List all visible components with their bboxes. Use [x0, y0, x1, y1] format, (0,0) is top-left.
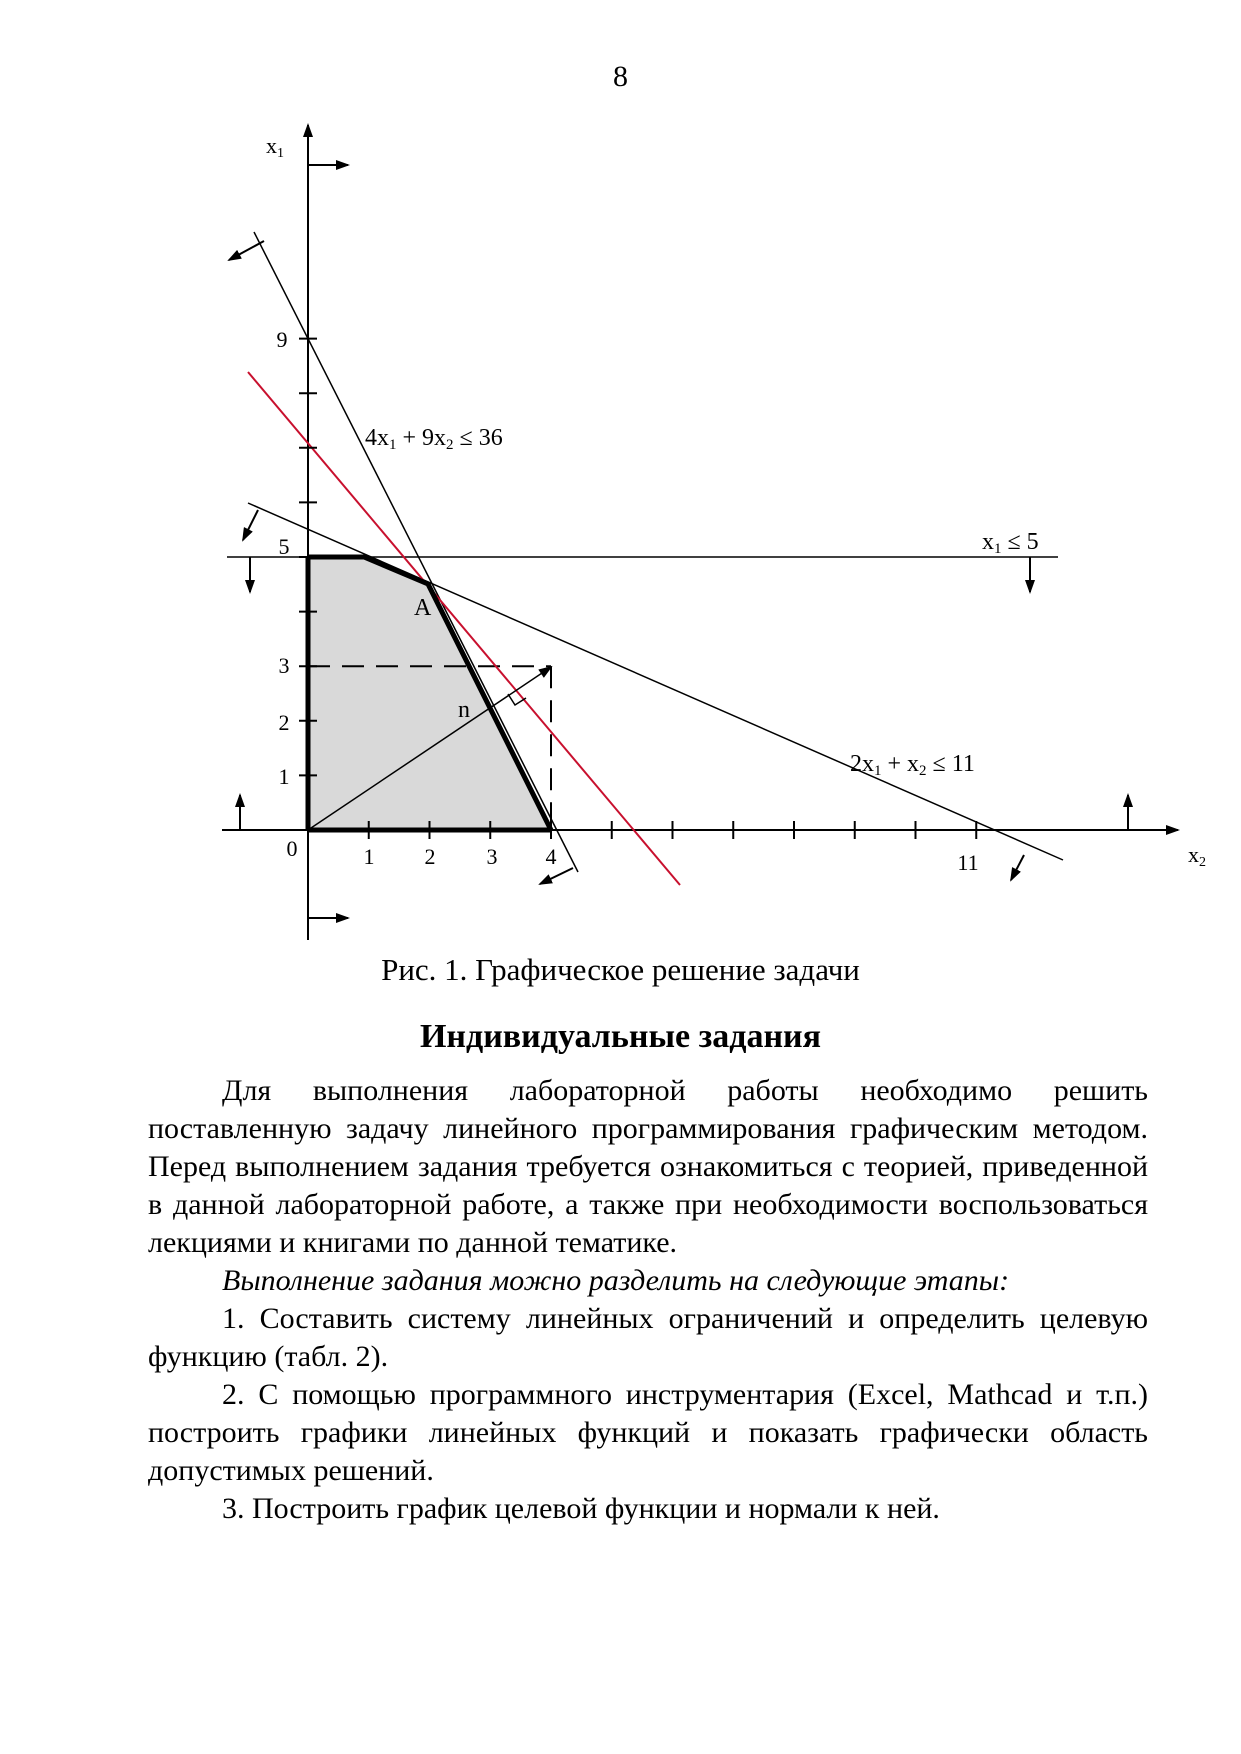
- stage-2: 2. С помощью программного инструментария (Excel, Mathcad и т.п.) построить графики линейных функций и показать графически область допустимых решений.: [148, 1378, 1148, 1487]
- tick-label-x2-1: 1: [363, 844, 375, 869]
- tick-label-x2-11: 11: [957, 850, 979, 875]
- constraint-label-x1-5: x1 ≤ 5: [982, 529, 1039, 557]
- tick-label-x1-2: 2: [278, 710, 290, 735]
- constraint1-direction-arrow-top: [229, 241, 264, 260]
- tick-label-x1-3: 3: [278, 653, 290, 678]
- tick-label-origin: 0: [286, 836, 298, 861]
- section-heading: Индивидуальные задания: [419, 1018, 822, 1055]
- stages-intro: Выполнение задания можно разделить на следующие этапы:: [222, 1264, 1010, 1297]
- tick-label-x2-2: 2: [424, 844, 436, 869]
- x2-axis-label: x2: [1188, 842, 1206, 870]
- stage-1: 1. Составить систему линейных ограничений и определить целевую функцию (табл. 2).: [148, 1302, 1148, 1373]
- constraint-label-2x1-x2: 2x1 + x2 ≤ 11: [850, 751, 975, 779]
- tick-label-x2-3: 3: [486, 844, 498, 869]
- x1-axis-label: x1: [266, 133, 284, 161]
- figure-caption: Рис. 1. Графическое решение задачи: [381, 952, 860, 987]
- constraint2-direction-arrow-top: [243, 510, 258, 540]
- page-number: 8: [613, 60, 628, 93]
- intro-paragraph: Для выполнения лабораторной работы необходимо решить поставленную задачу линейного программирования графическим методом. Перед выполнением задания требуется ознакомиться с теорией, приведенной в данной лабораторной работе, а также при необходимости воспользоваться лекциями и книгами по данной тематике.: [148, 1074, 1148, 1259]
- tick-label-x1-5: 5: [278, 534, 290, 559]
- stage-3: 3. Построить график целевой функции и нормали к ней.: [222, 1492, 940, 1525]
- section-body: [148, 1072, 1148, 1528]
- right-angle-mark: [508, 694, 526, 705]
- tick-label-x2-4: 4: [545, 844, 557, 869]
- normal-vector-label: n: [458, 697, 470, 723]
- constraint2-direction-arrow-bottom: [1011, 855, 1024, 880]
- constraint1-direction-arrow-bottom: [540, 868, 573, 884]
- tick-label-x1-9: 9: [276, 327, 288, 352]
- tick-label-x1-1: 1: [278, 764, 290, 789]
- point-a-label: A: [414, 595, 432, 621]
- constraint-label-4x1-9x2: 4x1 + 9x2 ≤ 36: [365, 425, 503, 453]
